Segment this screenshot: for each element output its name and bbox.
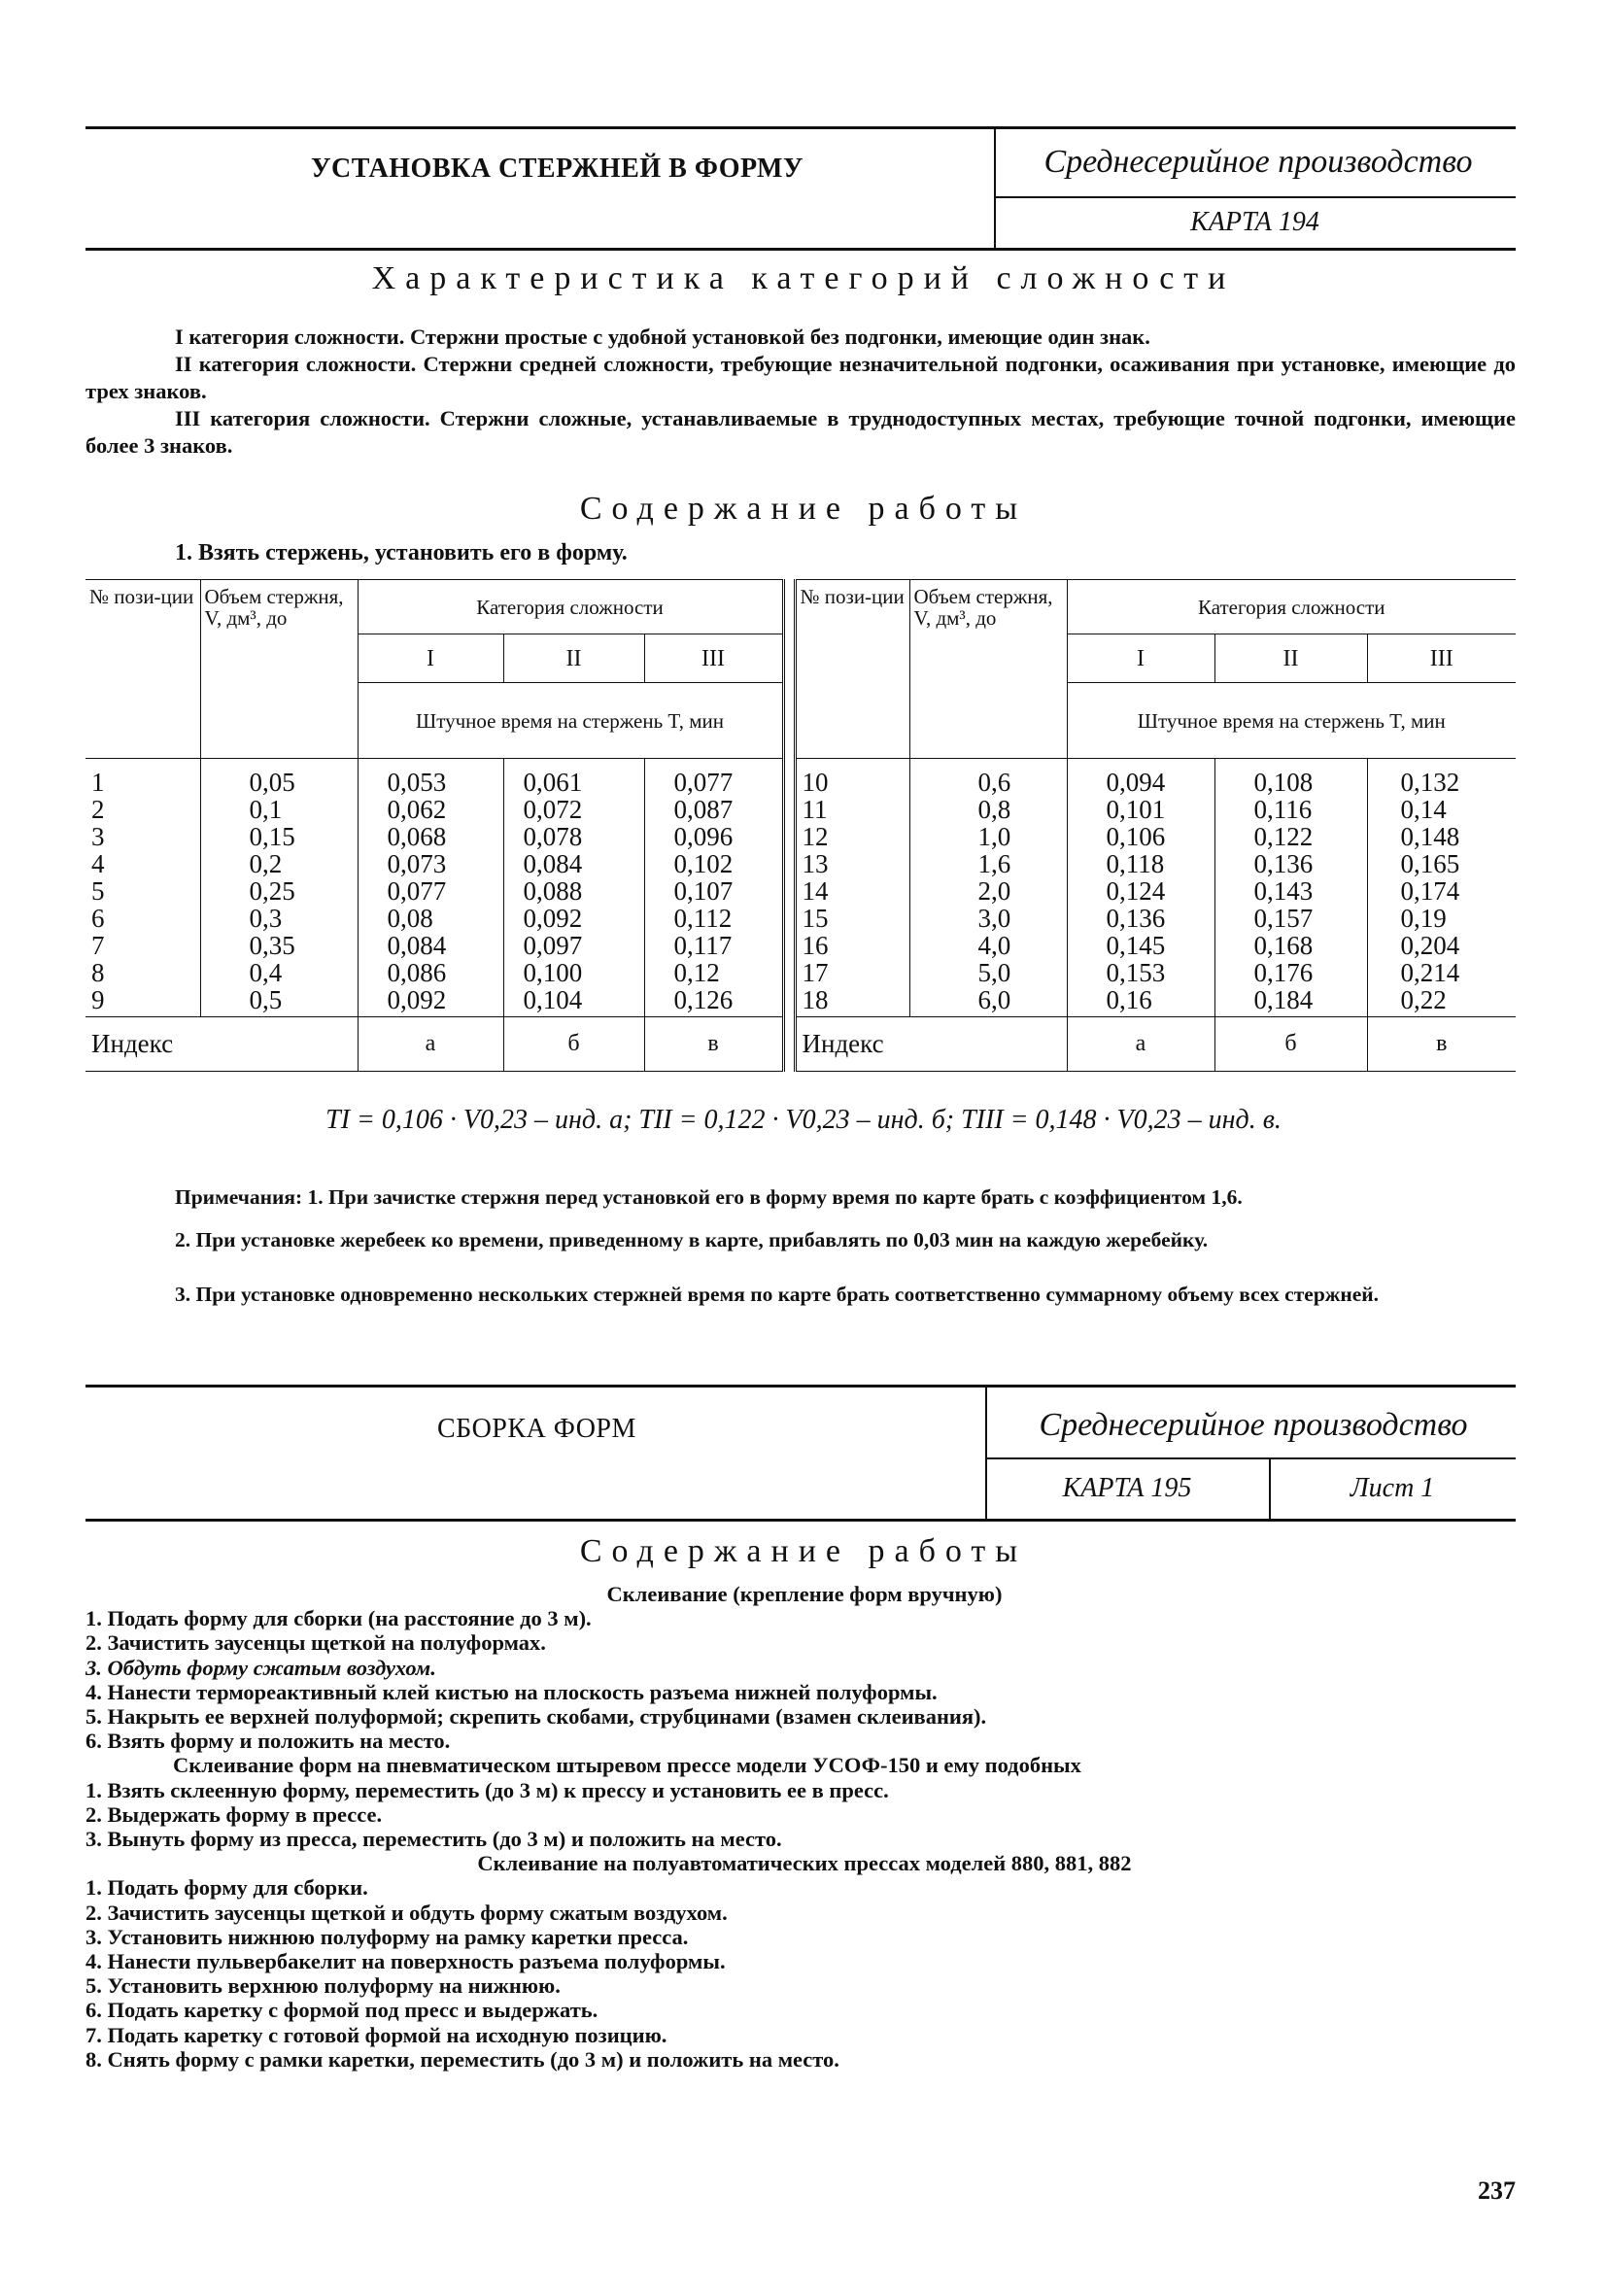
th-cat1-left: I	[358, 634, 503, 683]
work195-c8: 8. Снять форму с рамки каретки, переместить (до 3 м) и положить на место.	[85, 2046, 839, 2072]
work195-sub1: Склеивание (крепление форм вручную)	[606, 1582, 1003, 1606]
time-table	[85, 579, 1516, 1072]
col-c3-right: 0,132 0,14 0,148 0,165 0,174 0,19 0,204 0,214 0,22	[1367, 759, 1516, 1017]
th-vol-left: Объем стержня, V, дм³, до	[200, 580, 358, 759]
header195-mid-rule	[985, 1457, 1516, 1459]
time-formula: TI = 0,106 · V0,23 – инд. а; TII = 0,122 · V0,23 – инд. б; TIII = 0,148 · V0,23 – инд. в.	[325, 1105, 1282, 1135]
th-time-left: Штучное время на стержень T, мин	[358, 683, 783, 759]
complexity-cat1: I категория сложности. Стержни простые с удобной установкой без подгонки, имеющие один знак.	[175, 325, 1150, 349]
th-cat2-right: II	[1214, 634, 1367, 683]
col-c3-left: 0,077 0,087 0,096 0,102 0,107 0,112 0,117 0,12 0,126	[644, 759, 783, 1017]
work195-a2: 2. Зачистить заусенцы щеткой на полуформах.	[85, 1630, 546, 1656]
card195-title: СБОРКА ФОРМ	[437, 1414, 636, 1444]
work195-a6: 6. Взять форму и положить на место.	[85, 1729, 451, 1754]
col-c2-left: 0,061 0,072 0,078 0,084 0,088 0,092 0,097 0,100 0,104	[503, 759, 644, 1017]
th-pos-right: № пози-ции	[795, 580, 909, 759]
work195-c3: 3. Установить нижнюю полуформу на рамку каретки пресса.	[85, 1924, 689, 1949]
index-b-right: б	[1214, 1017, 1367, 1072]
th-cat3-right: III	[1367, 634, 1516, 683]
index-label-left: Индекс	[85, 1017, 358, 1072]
card194-number: КАРТА 194	[1190, 207, 1319, 237]
index-v-left: в	[644, 1017, 783, 1072]
work195-a1: 1. Подать форму для сборки (на расстояние до 3 м).	[85, 1606, 592, 1631]
col-pos-right: 10 11 12 13 14 15 16 17 18	[795, 759, 909, 1017]
complexity-heading: Характеристика категорий сложности	[371, 260, 1236, 296]
th-cat2-left: II	[503, 634, 644, 683]
th-vol-right: Объем стержня, V, дм³, до	[909, 580, 1067, 759]
card194-production: Среднесерийное производство	[1043, 144, 1473, 180]
col-c2-right: 0,108 0,116 0,122 0,136 0,143 0,157 0,168 0,176 0,184	[1214, 759, 1367, 1017]
header195-top-rule	[85, 1385, 1516, 1388]
th-cat3-left: III	[644, 634, 783, 683]
index-v-right: в	[1367, 1017, 1516, 1072]
col-vol-right: 0,6 0,8 1,0 1,6 2,0 3,0 4,0 5,0 6,0	[909, 759, 1067, 1017]
work194-heading: Содержание работы	[579, 491, 1028, 527]
work195-a5: 5. Накрыть ее верхней полуформой; скрепить скобами, струбцинами (взамен склеивания).	[85, 1704, 987, 1730]
header-mid-rule	[994, 196, 1516, 198]
header-bottom-rule	[85, 248, 1516, 251]
work195-c6: 6. Подать каретку с формой под пресс и выдержать.	[85, 1998, 598, 2023]
work195-a3: 3. Обдуть форму сжатым воздухом.	[85, 1655, 436, 1680]
note-2: 2. При установке жеребеек ко времени, приведенному в карте, прибавлять по 0,03 мин на каждую жеребейку.	[175, 1228, 1209, 1251]
note-3: 3. При установке одновременно нескольких стержней время по карте брать соответственно суммарному объему всех стержней.	[175, 1283, 1380, 1306]
card195-sheet: Лист 1	[1350, 1473, 1435, 1503]
th-cat1-right: I	[1067, 634, 1214, 683]
work195-sub2: Склеивание форм на пневматическом штыревом прессе модели УСОФ-150 и ему подобных	[173, 1753, 1081, 1778]
work195-c4: 4. Нанести пульвербакелит на поверхность разъема полуформы.	[85, 1949, 726, 1974]
index-label-right: Индекс	[795, 1017, 1067, 1072]
work195-list	[85, 1582, 1523, 2072]
page-number: 237	[1478, 2176, 1516, 2205]
index-a-right: а	[1067, 1017, 1214, 1072]
work195-c7: 7. Подать каретку с готовой формой на исходную позицию.	[85, 2022, 667, 2047]
work195-b1: 1. Взять склеенную форму, переместить (до 3 м) к прессу и установить ее в пресс.	[85, 1777, 889, 1802]
th-cat-left: Категория сложности	[358, 580, 783, 634]
work195-b2: 2. Выдержать форму в прессе.	[85, 1801, 383, 1827]
index-b-left: б	[503, 1017, 644, 1072]
card195-production: Среднесерийное производство	[1039, 1407, 1468, 1443]
header195-bottom-rule	[85, 1519, 1516, 1522]
work195-c2: 2. Зачистить заусенцы щеткой и обдуть форму сжатым воздухом.	[85, 1900, 728, 1925]
table-split	[783, 580, 795, 1072]
card195-number: КАРТА 195	[1062, 1473, 1192, 1503]
work195-b3: 3. Вынуть форму из пресса, переместить (до 3 м) и положить на место.	[85, 1827, 782, 1852]
th-time-right: Штучное время на стержень T, мин	[1067, 683, 1516, 759]
work195-a4: 4. Нанести термореактивный клей кистью на плоскость разъема нижней полуформы.	[85, 1679, 938, 1704]
complexity-cat3: III категория сложности. Стержни сложные, устанавливаемые в труднодоступных местах, требующие точной подгонки, имеющие более 3 знаков.	[85, 406, 1516, 458]
col-c1-left: 0,053 0,062 0,068 0,073 0,077 0,08 0,084 0,086 0,092	[358, 759, 503, 1017]
th-pos-left: № пози-ции	[85, 580, 200, 759]
work194-step1: 1. Взять стержень, установить его в форму.	[175, 540, 628, 565]
note-1: Примечания: 1. При зачистке стержня перед установкой его в форму время по карте брать с коэффициентом 1,6.	[175, 1185, 1243, 1209]
header-top-rule	[85, 126, 1516, 129]
card194-title: УСТАНОВКА СТЕРЖНЕЙ В ФОРМУ	[311, 154, 804, 184]
work195-sub3: Склеивание на полуавтоматических прессах моделей 880, 881, 882	[477, 1851, 1132, 1876]
col-pos-left: 1 2 3 4 5 6 7 8 9	[85, 759, 200, 1017]
th-cat-right: Категория сложности	[1067, 580, 1516, 634]
work195-c5: 5. Установить верхнюю полуформу на нижнюю.	[85, 1973, 561, 1999]
work195-c1: 1. Подать форму для сборки.	[85, 1875, 368, 1901]
col-c1-right: 0,094 0,101 0,106 0,118 0,124 0,136 0,145 0,153 0,16	[1067, 759, 1214, 1017]
work195-heading: Содержание работы	[579, 1533, 1028, 1569]
complexity-cat2: II категория сложности. Стержни средней сложности, требующие незначительной подгонки, осаживания при установке, имеющие до трех знаков.	[85, 352, 1516, 403]
index-a-left: а	[358, 1017, 503, 1072]
col-vol-left: 0,05 0,1 0,15 0,2 0,25 0,3 0,35 0,4 0,5	[200, 759, 358, 1017]
